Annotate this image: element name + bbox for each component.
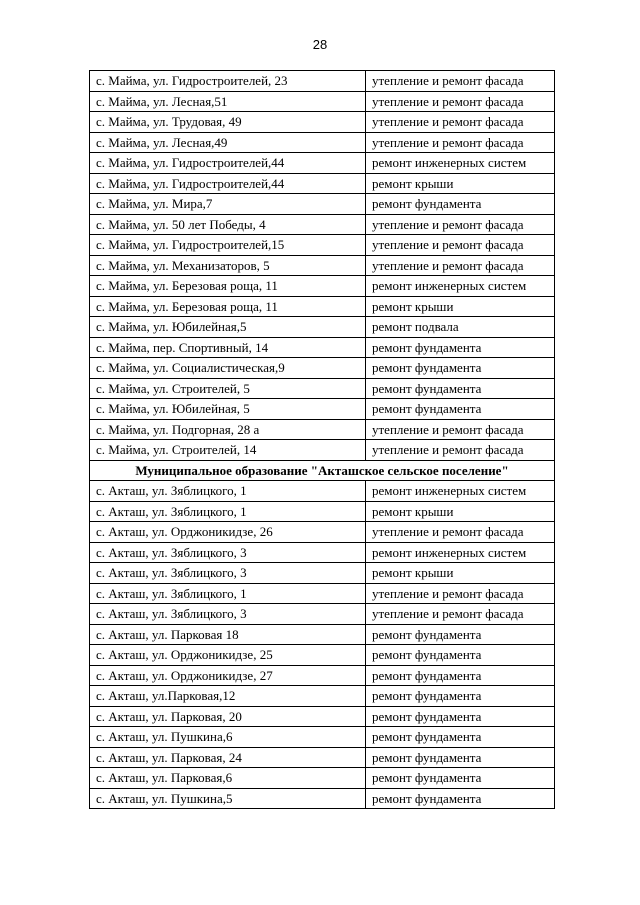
work-type-cell: утепление и ремонт фасада xyxy=(366,255,555,276)
work-type-cell: ремонт крыши xyxy=(366,501,555,522)
work-type-cell: ремонт крыши xyxy=(366,563,555,584)
work-type-cell: ремонт инженерных систем xyxy=(366,276,555,297)
section-header-row xyxy=(90,460,555,481)
address-cell: с. Акташ, ул. Зяблицкого, 3 xyxy=(90,563,366,584)
work-type-cell: ремонт фундамента xyxy=(366,665,555,686)
work-type-cell: ремонт фундамента xyxy=(366,768,555,789)
work-type-cell: ремонт инженерных систем xyxy=(366,481,555,502)
address-cell: с. Акташ, ул. Зяблицкого, 1 xyxy=(90,583,366,604)
table-row xyxy=(90,91,555,112)
work-type-cell: ремонт фундамента xyxy=(366,358,555,379)
work-type-cell: утепление и ремонт фасада xyxy=(366,583,555,604)
table-row xyxy=(90,727,555,748)
work-type-cell: утепление и ремонт фасада xyxy=(366,112,555,133)
table-row xyxy=(90,255,555,276)
address-cell: с. Акташ, ул. Парковая,6 xyxy=(90,768,366,789)
table-row xyxy=(90,419,555,440)
table-row xyxy=(90,706,555,727)
work-type-cell: утепление и ремонт фасада xyxy=(366,132,555,153)
work-type-cell: ремонт фундамента xyxy=(366,747,555,768)
address-cell: с. Майма, ул. Механизаторов, 5 xyxy=(90,255,366,276)
address-cell: с. Майма, ул. Березовая роща, 11 xyxy=(90,276,366,297)
address-cell: с. Акташ, ул. Орджоникидзе, 26 xyxy=(90,522,366,543)
work-type-cell: ремонт фундамента xyxy=(366,378,555,399)
work-type-cell: утепление и ремонт фасада xyxy=(366,235,555,256)
address-cell: с. Майма, ул. Лесная,49 xyxy=(90,132,366,153)
address-cell: с. Майма, ул. Гидростроителей, 23 xyxy=(90,71,366,92)
table-row xyxy=(90,440,555,461)
address-cell: с. Акташ, ул. Орджоникидзе, 25 xyxy=(90,645,366,666)
table-row xyxy=(90,276,555,297)
address-cell: с. Акташ, ул. Парковая 18 xyxy=(90,624,366,645)
repair-schedule-table xyxy=(89,70,555,809)
address-cell: с. Майма, ул. Строителей, 14 xyxy=(90,440,366,461)
address-cell: с. Майма, ул. Подгорная, 28 а xyxy=(90,419,366,440)
address-cell: с. Акташ, ул. Зяблицкого, 1 xyxy=(90,481,366,502)
table-row xyxy=(90,645,555,666)
address-cell: с. Майма, ул. Гидростроителей,15 xyxy=(90,235,366,256)
address-cell: с. Акташ, ул. Зяблицкого, 3 xyxy=(90,604,366,625)
address-cell: с. Майма, ул. Гидростроителей,44 xyxy=(90,173,366,194)
table-row xyxy=(90,768,555,789)
table-row xyxy=(90,563,555,584)
work-type-cell: ремонт инженерных систем xyxy=(366,153,555,174)
address-cell: с. Майма, ул. Березовая роща, 11 xyxy=(90,296,366,317)
address-cell: с. Майма, ул. Социалистическая,9 xyxy=(90,358,366,379)
work-type-cell: ремонт фундамента xyxy=(366,624,555,645)
work-type-cell: ремонт фундамента xyxy=(366,399,555,420)
work-type-cell: ремонт фундамента xyxy=(366,337,555,358)
table-row xyxy=(90,194,555,215)
work-type-cell: утепление и ремонт фасада xyxy=(366,522,555,543)
work-type-cell: ремонт фундамента xyxy=(366,686,555,707)
table-body xyxy=(90,71,555,809)
table-row xyxy=(90,542,555,563)
table-row xyxy=(90,481,555,502)
work-type-cell: утепление и ремонт фасада xyxy=(366,419,555,440)
address-cell: с. Акташ, ул. Пушкина,6 xyxy=(90,727,366,748)
page-number: 28 xyxy=(312,37,328,52)
table-row xyxy=(90,337,555,358)
table-row xyxy=(90,747,555,768)
work-type-cell: ремонт фундамента xyxy=(366,194,555,215)
work-type-cell: ремонт крыши xyxy=(366,296,555,317)
address-cell: с. Акташ, ул. Зяблицкого, 3 xyxy=(90,542,366,563)
work-type-cell: ремонт инженерных систем xyxy=(366,542,555,563)
address-cell: с. Майма, пер. Спортивный, 14 xyxy=(90,337,366,358)
work-type-cell: ремонт фундамента xyxy=(366,706,555,727)
section-title: Муниципальное образование "Акташское сельское поселение" xyxy=(90,460,555,481)
address-cell: с. Майма, ул. 50 лет Победы, 4 xyxy=(90,214,366,235)
table-row xyxy=(90,604,555,625)
table-row xyxy=(90,583,555,604)
table-row xyxy=(90,71,555,92)
address-cell: с. Майма, ул. Юбилейная,5 xyxy=(90,317,366,338)
work-type-cell: ремонт подвала xyxy=(366,317,555,338)
address-cell: с. Майма, ул. Мира,7 xyxy=(90,194,366,215)
table-row xyxy=(90,214,555,235)
work-type-cell: утепление и ремонт фасада xyxy=(366,91,555,112)
address-cell: с. Акташ, ул. Пушкина,5 xyxy=(90,788,366,809)
work-type-cell: утепление и ремонт фасада xyxy=(366,604,555,625)
address-cell: с. Майма, ул. Гидростроителей,44 xyxy=(90,153,366,174)
table-row xyxy=(90,788,555,809)
table-row xyxy=(90,501,555,522)
work-type-cell: ремонт крыши xyxy=(366,173,555,194)
table-row xyxy=(90,665,555,686)
table-row xyxy=(90,173,555,194)
table-row xyxy=(90,358,555,379)
address-cell: с. Акташ, ул. Зяблицкого, 1 xyxy=(90,501,366,522)
address-cell: с. Акташ, ул. Парковая, 24 xyxy=(90,747,366,768)
address-cell: с. Майма, ул. Юбилейная, 5 xyxy=(90,399,366,420)
table-row xyxy=(90,235,555,256)
work-type-cell: ремонт фундамента xyxy=(366,727,555,748)
table-row xyxy=(90,153,555,174)
table-row xyxy=(90,399,555,420)
address-cell: с. Акташ, ул. Парковая, 20 xyxy=(90,706,366,727)
work-type-cell: утепление и ремонт фасада xyxy=(366,71,555,92)
address-cell: с. Майма, ул. Трудовая, 49 xyxy=(90,112,366,133)
table-row xyxy=(90,378,555,399)
address-cell: с. Майма, ул. Строителей, 5 xyxy=(90,378,366,399)
work-type-cell: утепление и ремонт фасада xyxy=(366,214,555,235)
address-cell: с. Акташ, ул. Орджоникидзе, 27 xyxy=(90,665,366,686)
address-cell: с. Акташ, ул.Парковая,12 xyxy=(90,686,366,707)
table-row xyxy=(90,296,555,317)
table-row xyxy=(90,686,555,707)
address-cell: с. Майма, ул. Лесная,51 xyxy=(90,91,366,112)
table-row xyxy=(90,132,555,153)
table-row xyxy=(90,317,555,338)
work-type-cell: утепление и ремонт фасада xyxy=(366,440,555,461)
table-row xyxy=(90,112,555,133)
table-row xyxy=(90,522,555,543)
work-type-cell: ремонт фундамента xyxy=(366,645,555,666)
work-type-cell: ремонт фундамента xyxy=(366,788,555,809)
table-row xyxy=(90,624,555,645)
